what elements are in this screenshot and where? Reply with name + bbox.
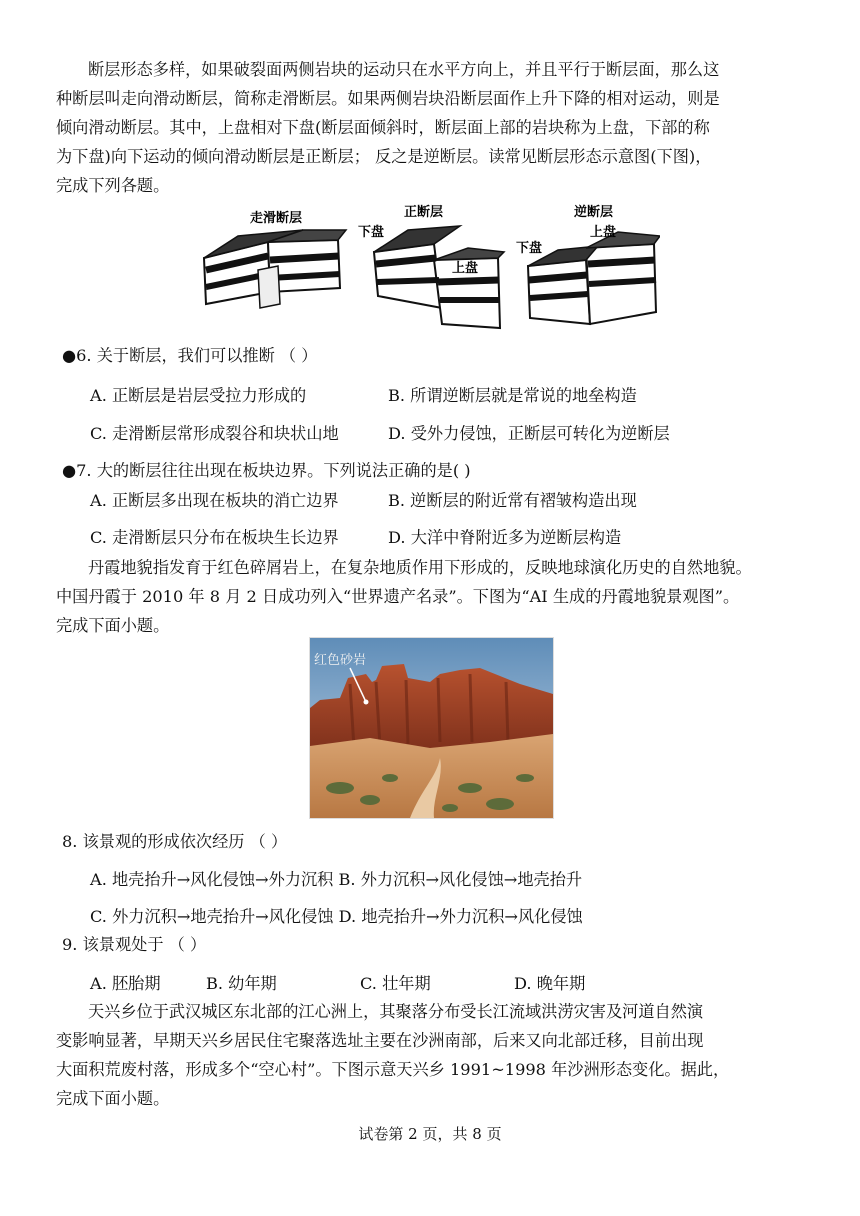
passage-line: 为下盘)向下运动的倾向滑动断层是正断层； 反之是逆断层。读常见断层形态示意图(下图)， — [56, 147, 712, 166]
question-6-option-c: C. 走滑断层常形成裂谷和块状山地 — [90, 424, 339, 443]
page-footer: 试卷第 2 页，共 8 页 — [358, 1125, 502, 1143]
passage-tianxing — [56, 997, 806, 1113]
question-9-option-b: B. 幼年期 — [206, 974, 277, 993]
passage-line: 完成下面小题。 — [56, 1089, 170, 1108]
normal-fault-block — [374, 226, 504, 328]
question-9-option-a: A. 胚胎期 — [90, 974, 161, 993]
question-6-option-d: D. 受外力侵蚀，正断层可转化为逆断层 — [388, 424, 670, 443]
question-8-options-cd: C. 外力沉积→地壳抬升→风化侵蚀 D. 地壳抬升→外力沉积→风化侵蚀 — [90, 907, 583, 926]
photo-label-red-sandstone: 红色砂岩 — [314, 653, 367, 668]
question-6-option-b: B. 所谓逆断层就是常说的地垒构造 — [388, 386, 637, 405]
danxia-landscape-image — [309, 637, 554, 819]
reverse-fault-label: 逆断层 — [574, 205, 614, 220]
passage-line: 丹霞地貌指发育于红色碎屑岩上，在复杂地质作用下形成的，反映地球演化历史的自然地貌。 — [88, 558, 752, 577]
passage-line: 种断层叫走向滑动断层，简称走滑断层。如果两侧岩块沿断层面作上升下降的相对运动，则是 — [56, 89, 720, 108]
passage-line: 大面积荒废村落，形成多个“空心村”。下图示意天兴乡 1991~1998 年沙洲形态变化。据此， — [56, 1060, 730, 1079]
question-9-option-d: D. 晚年期 — [514, 974, 586, 993]
passage-line: 完成下面小题。 — [56, 616, 170, 635]
question-6-option-a: A. 正断层是岩层受拉力形成的 — [90, 386, 307, 405]
question-8-options-ab: A. 地壳抬升→风化侵蚀→外力沉积 B. 外力沉积→风化侵蚀→地壳抬升 — [90, 870, 583, 889]
strike-slip-label: 走滑断层 — [250, 211, 303, 226]
reverse-fault-block — [528, 232, 660, 324]
passage-line: 变影响显著，早期天兴乡居民住宅聚落选址主要在沙洲南部，后来又向北部迁移，目前出现 — [56, 1031, 704, 1050]
question-9-stem: 9. 该景观处于 （ ） — [62, 935, 207, 954]
question-8-stem: 8. 该景观的形成依次经历 （ ） — [62, 832, 288, 851]
question-7-stem: ●7. 大的断层往往出现在板块边界。下列说法正确的是( ) — [62, 461, 471, 480]
question-7-option-b: B. 逆断层的附近常有褶皱构造出现 — [388, 491, 637, 510]
reverse-footwall-label: 下盘 — [516, 241, 543, 256]
passage-line: 断层形态多样，如果破裂面两侧岩块的运动只在水平方向上，并且平行于断层面，那么这 — [88, 60, 720, 79]
passage-line: 完成下列各题。 — [56, 176, 170, 195]
normal-fault-label: 正断层 — [404, 205, 444, 220]
passage-line: 中国丹霞于 2010 年 8 月 2 日成功列入“世界遗产名录”。下图为“AI 生成的丹霞地貌景观图”。 — [56, 587, 740, 606]
passage-fault-intro — [56, 55, 806, 200]
normal-hangingwall-label: 上盘 — [452, 261, 479, 276]
strike-slip-block — [204, 230, 346, 308]
reverse-hangingwall-label: 上盘 — [590, 225, 617, 240]
question-6-stem: ●6. 关于断层，我们可以推断 （ ） — [62, 346, 318, 365]
passage-line: 天兴乡位于武汉城区东北部的江心洲上，其聚落分布受长江流域洪涝灾害及河道自然演 — [88, 1002, 704, 1021]
normal-footwall-label: 下盘 — [358, 225, 385, 240]
question-7-option-c: C. 走滑断层只分布在板块生长边界 — [90, 528, 339, 547]
question-7-option-d: D. 大洋中脊附近多为逆断层构造 — [388, 528, 622, 547]
passage-danxia — [56, 553, 806, 640]
question-9-option-c: C. 壮年期 — [360, 974, 431, 993]
passage-line: 倾向滑动断层。其中，上盘相对下盘(断层面倾斜时，断层面上部的岩块称为上盘，下部的称 — [56, 118, 710, 137]
question-7-option-a: A. 正断层多出现在板块的消亡边界 — [90, 491, 339, 510]
fault-types-diagram — [198, 200, 660, 335]
